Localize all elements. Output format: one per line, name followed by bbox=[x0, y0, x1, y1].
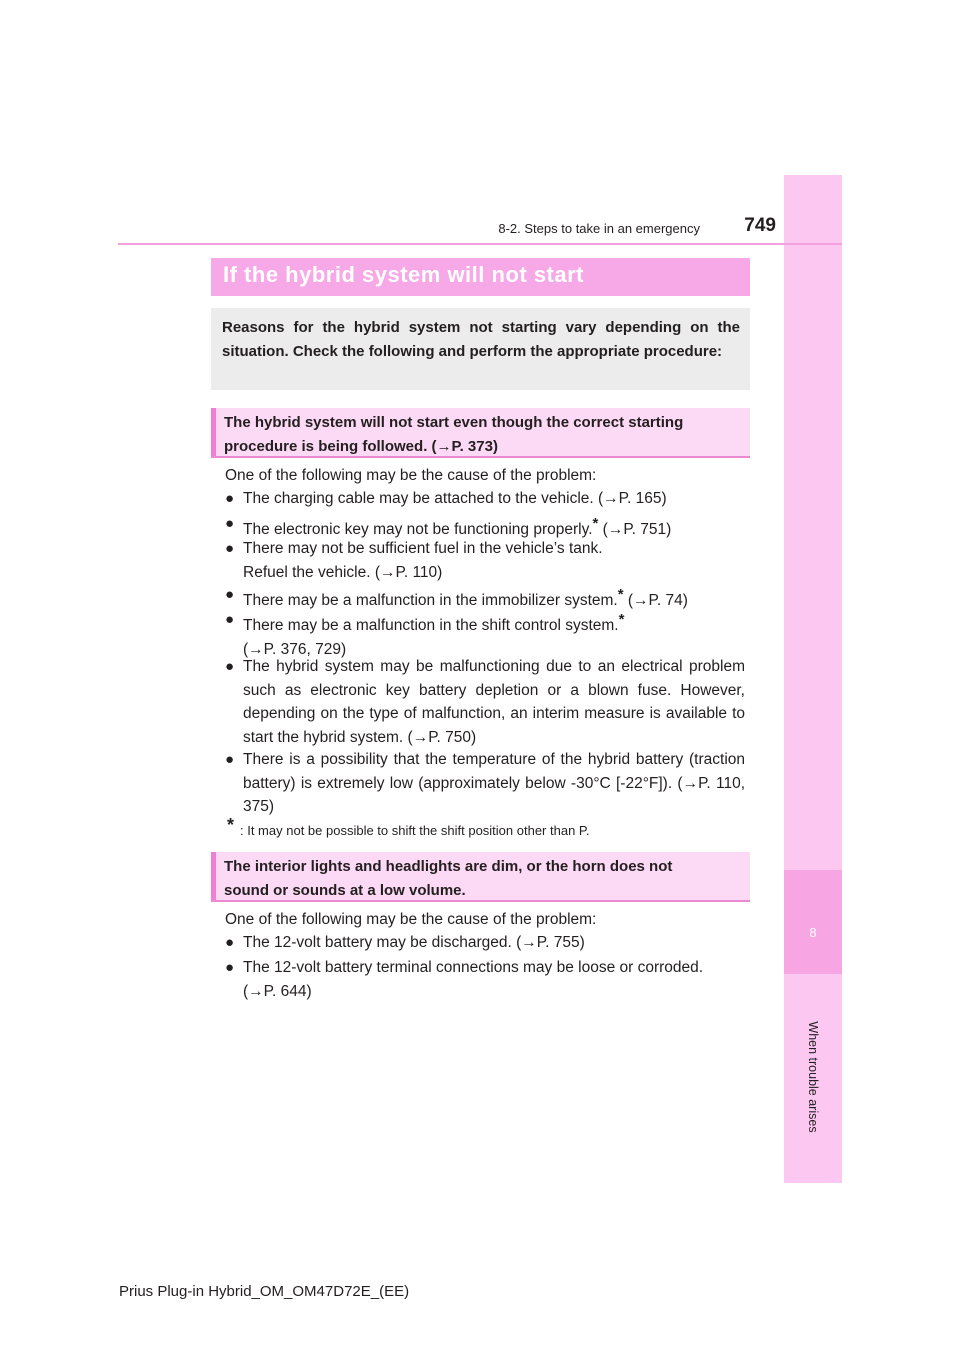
page-number: 749 bbox=[744, 215, 776, 236]
list-item bbox=[243, 608, 745, 661]
list-item: There is a possibility that the temperature of the hybrid battery (traction battery) is extremely low (approximately below -30°C [-22°F]). (→P. 110, 375) bbox=[243, 751, 745, 815]
footnote-mark: * bbox=[617, 586, 624, 603]
list-item-line1: There may not be sufficient fuel in the vehicle’s tank. bbox=[243, 540, 603, 557]
list-item bbox=[243, 956, 745, 1003]
document-id: Prius Plug-in Hybrid_OM_OM47D72E_(EE) bbox=[119, 1283, 410, 1300]
list-item-text: The electronic key may not be functioning properly. bbox=[243, 521, 593, 539]
chapter-title-text: When trouble arises bbox=[806, 1021, 820, 1133]
section1-heading bbox=[211, 408, 750, 458]
title-bar bbox=[211, 258, 750, 296]
page-ref: (→P. 376, 729) bbox=[243, 640, 347, 658]
bullet-icon: ● bbox=[225, 540, 235, 557]
section1-lead: One of the following may be the cause of the problem: bbox=[225, 467, 597, 484]
footnote-text: : It may not be possible to shift the shift position other than P. bbox=[240, 823, 590, 838]
list-item: The charging cable may be attached to the vehicle. (→P. 165) bbox=[243, 490, 667, 507]
section1-heading-line2: procedure is being followed. (→P. 373) bbox=[224, 438, 498, 455]
page-ref: (→P. 751) bbox=[598, 521, 672, 539]
section1-heading-line1: The hybrid system will not start even though the correct starting bbox=[224, 414, 684, 431]
list-item-line1: The 12-volt battery terminal connections may be loose or corroded. bbox=[243, 959, 704, 976]
footnote-mark: * bbox=[592, 515, 599, 532]
list-item-text: There may be a malfunction in the shift control system. bbox=[243, 617, 619, 635]
bullet-icon: ● bbox=[225, 658, 235, 675]
section2-lead: One of the following may be the cause of the problem: bbox=[225, 911, 597, 928]
list-item-text: There may be a malfunction in the immobilizer system. bbox=[243, 592, 618, 610]
bullet-icon: ● bbox=[225, 515, 235, 532]
page-ref: (→P. 74) bbox=[623, 592, 688, 610]
list-item: The 12-volt battery may be discharged. (→P. 755) bbox=[243, 934, 585, 951]
chapter-number: 8 bbox=[809, 925, 817, 940]
list-item bbox=[243, 537, 745, 584]
footnote-mark: * bbox=[618, 611, 625, 628]
section2-heading-line1: The interior lights and headlights are dim, or the horn does not bbox=[224, 858, 673, 875]
bullet-icon: ● bbox=[225, 751, 235, 768]
page-title: If the hybrid system will not start bbox=[223, 262, 585, 287]
bullet-icon: ● bbox=[225, 586, 235, 603]
bullet-icon: ● bbox=[225, 959, 235, 976]
heading-accent bbox=[211, 852, 216, 900]
footnote-star: * bbox=[227, 815, 235, 835]
intro-box bbox=[211, 308, 750, 390]
heading-accent bbox=[211, 408, 216, 456]
list-item: The hybrid system may be malfunctioning due to an electrical problem such as electronic key battery depletion or a blown fuse. However, depending on the type of malfunction, an interim measure is available to start the hybrid system. (→P. 750) bbox=[243, 658, 745, 746]
header-divider bbox=[118, 243, 842, 245]
bullet-icon: ● bbox=[225, 934, 235, 951]
chapter-tab bbox=[784, 870, 842, 974]
section2-heading bbox=[211, 852, 750, 902]
page-ref: (→P. 644) bbox=[243, 982, 312, 1000]
bullet-icon: ● bbox=[225, 611, 235, 628]
intro-text: Reasons for the hybrid system not starting vary depending on the situation. Check the following and perform the appropriate procedure: bbox=[222, 319, 740, 360]
section-header: 8-2. Steps to take in an emergency bbox=[498, 221, 700, 236]
bullet-icon: ● bbox=[225, 490, 235, 507]
list-item-line2: Refuel the vehicle. (→P. 110) bbox=[243, 563, 443, 581]
section2-heading-line2: sound or sounds at a low volume. bbox=[224, 882, 466, 899]
